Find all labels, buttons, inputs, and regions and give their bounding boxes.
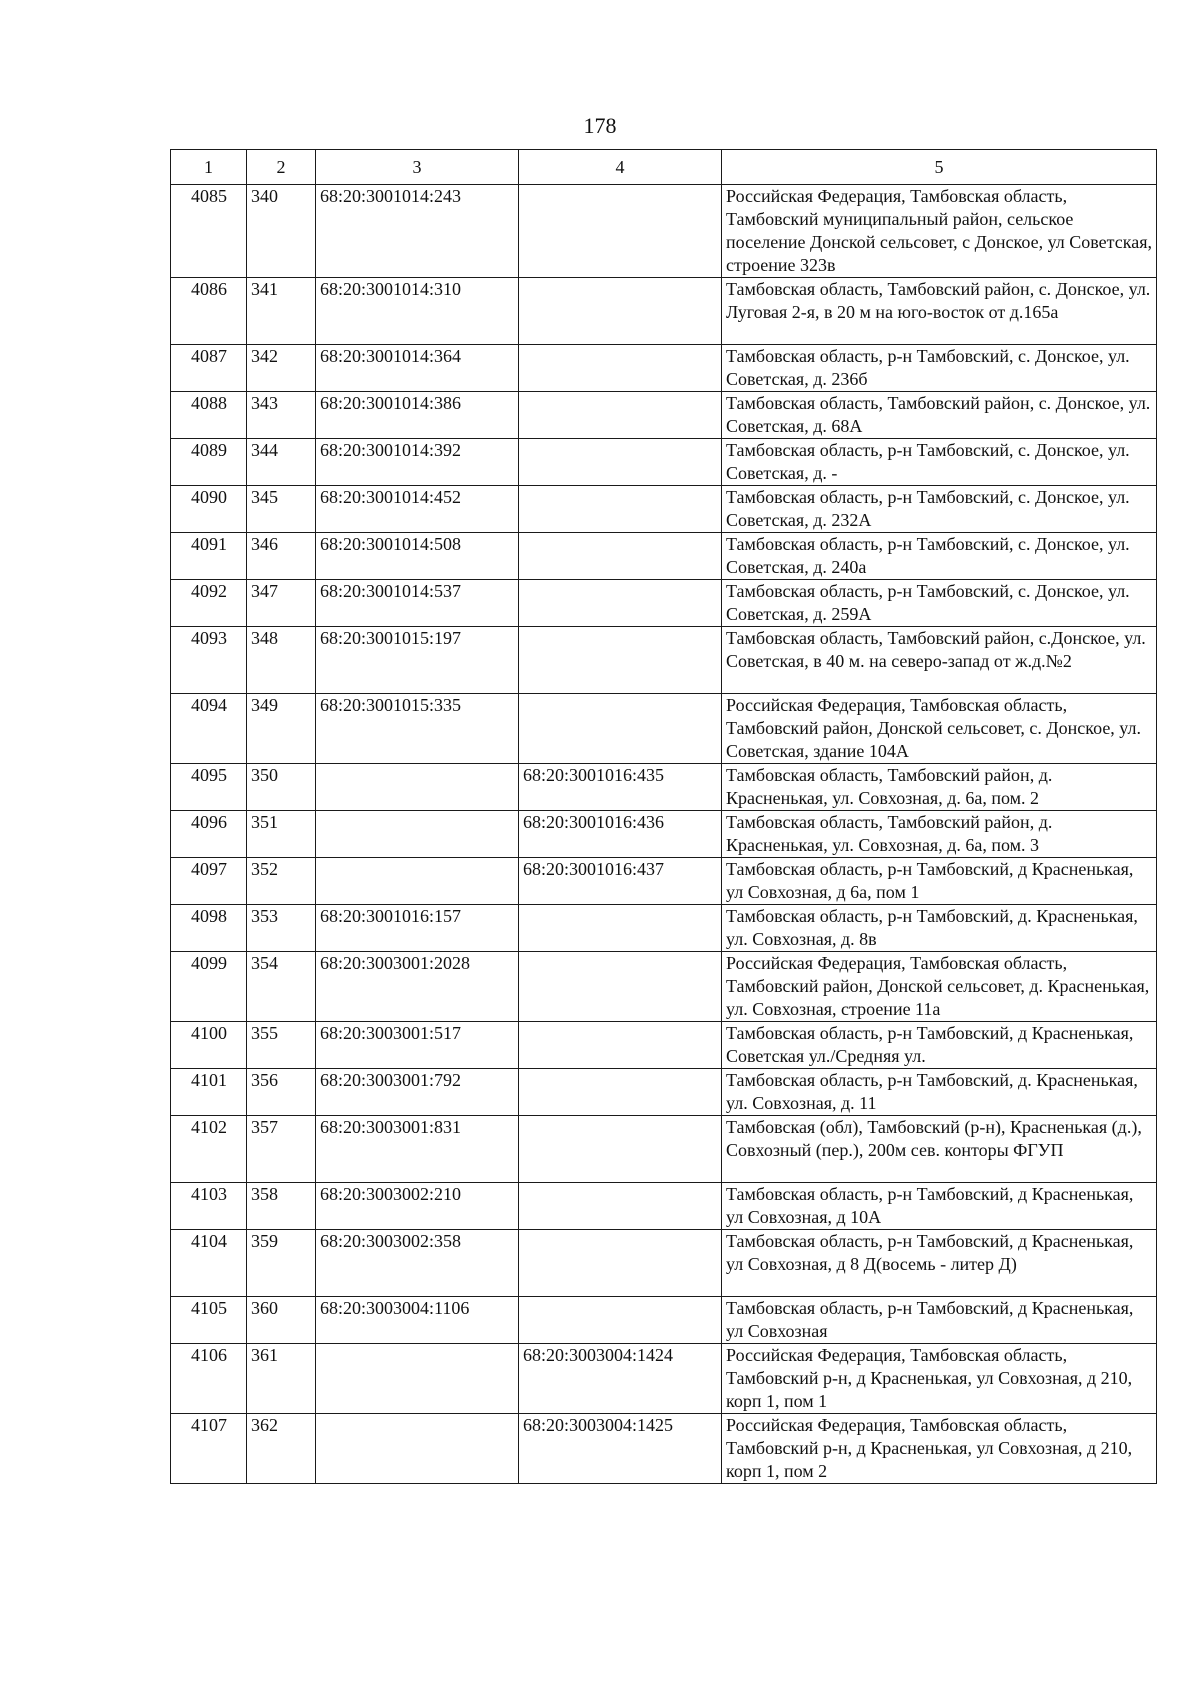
- row-subnumber-cell: 358: [247, 1183, 316, 1230]
- row-number-cell: 4091: [171, 533, 247, 580]
- row-number-cell: 4095: [171, 764, 247, 811]
- column-header-4: 4: [519, 150, 722, 185]
- address-cell: Тамбовская область, Тамбовский район, с.Донское, ул. Советская, в 40 м. на северо-запад от ж.д.№2: [722, 627, 1157, 694]
- cadastral-number-col3-cell: 68:20:3003001:2028: [316, 952, 519, 1022]
- cadastral-number-col3-cell: [316, 811, 519, 858]
- row-subnumber-cell: 346: [247, 533, 316, 580]
- address-cell: Тамбовская область, р-н Тамбовский, д. Красненькая, ул. Совхозная, д. 11: [722, 1069, 1157, 1116]
- cadastral-number-col4-cell: [519, 694, 722, 764]
- column-header-1: 1: [171, 150, 247, 185]
- address-cell: Тамбовская область, Тамбовский район, д. Красненькая, ул. Совхозная, д. 6а, пом. 3: [722, 811, 1157, 858]
- address-cell: Тамбовская область, р-н Тамбовский, д Красненькая, ул Совхозная: [722, 1297, 1157, 1344]
- row-subnumber-cell: 357: [247, 1116, 316, 1183]
- cadastral-number-col3-cell: 68:20:3003001:517: [316, 1022, 519, 1069]
- row-number-cell: 4106: [171, 1344, 247, 1414]
- cadastral-number-col3-cell: 68:20:3003001:831: [316, 1116, 519, 1183]
- table-row: [171, 952, 1157, 1022]
- table-row: [171, 1116, 1157, 1183]
- cadastral-number-col4-cell: 68:20:3001016:436: [519, 811, 722, 858]
- row-subnumber-cell: 354: [247, 952, 316, 1022]
- cadastral-number-col3-cell: 68:20:3001015:335: [316, 694, 519, 764]
- row-subnumber-cell: 349: [247, 694, 316, 764]
- column-header-5: 5: [722, 150, 1157, 185]
- address-cell: Тамбовская область, р-н Тамбовский, д Красненькая, ул Совхозная, д 6а, пом 1: [722, 858, 1157, 905]
- cadastral-number-col3-cell: 68:20:3001014:452: [316, 486, 519, 533]
- cadastral-number-col4-cell: [519, 580, 722, 627]
- cadastral-number-col4-cell: 68:20:3001016:437: [519, 858, 722, 905]
- address-cell: Тамбовская область, р-н Тамбовский, д Красненькая, ул Совхозная, д 8 Д(восемь - литер Д): [722, 1230, 1157, 1297]
- address-cell: Тамбовская область, р-н Тамбовский, д Красненькая, Советская ул./Средняя ул.: [722, 1022, 1157, 1069]
- table-row: [171, 905, 1157, 952]
- address-cell: Российская Федерация, Тамбовская область, Тамбовский муниципальный район, сельское поселение Донской сельсовет, с Донское, ул Советская, строение 323в: [722, 185, 1157, 278]
- cadastral-number-col3-cell: 68:20:3003002:210: [316, 1183, 519, 1230]
- address-cell: Тамбовская область, Тамбовский район, с. Донское, ул. Советская, д. 68А: [722, 392, 1157, 439]
- cadastral-number-col3-cell: [316, 1414, 519, 1484]
- cadastral-number-col4-cell: [519, 185, 722, 278]
- row-number-cell: 4090: [171, 486, 247, 533]
- row-subnumber-cell: 341: [247, 278, 316, 345]
- cadastral-number-col3-cell: 68:20:3003004:1106: [316, 1297, 519, 1344]
- column-header-2: 2: [247, 150, 316, 185]
- cadastral-number-col3-cell: 68:20:3001014:508: [316, 533, 519, 580]
- cadastral-number-col4-cell: [519, 1297, 722, 1344]
- cadastral-number-col3-cell: [316, 1344, 519, 1414]
- cadastral-number-col4-cell: [519, 392, 722, 439]
- row-number-cell: 4102: [171, 1116, 247, 1183]
- table-row: [171, 278, 1157, 345]
- cadastral-number-col4-cell: [519, 345, 722, 392]
- table-row: [171, 1414, 1157, 1484]
- row-subnumber-cell: 340: [247, 185, 316, 278]
- row-number-cell: 4097: [171, 858, 247, 905]
- table-body: [171, 185, 1157, 1484]
- cadastral-number-col3-cell: 68:20:3003001:792: [316, 1069, 519, 1116]
- row-subnumber-cell: 350: [247, 764, 316, 811]
- cadastral-number-col4-cell: 68:20:3003004:1424: [519, 1344, 722, 1414]
- cadastral-number-col3-cell: 68:20:3001015:197: [316, 627, 519, 694]
- registry-table: [170, 149, 1157, 1484]
- address-cell: Тамбовская область, Тамбовский район, д. Красненькая, ул. Совхозная, д. 6а, пом. 2: [722, 764, 1157, 811]
- cadastral-number-col3-cell: 68:20:3001014:386: [316, 392, 519, 439]
- row-subnumber-cell: 362: [247, 1414, 316, 1484]
- cadastral-number-col3-cell: 68:20:3001014:310: [316, 278, 519, 345]
- address-cell: Российская Федерация, Тамбовская область, Тамбовский район, Донской сельсовет, д. Красненькая, ул. Совхозная, строение 11а: [722, 952, 1157, 1022]
- cadastral-number-col3-cell: 68:20:3001014:364: [316, 345, 519, 392]
- row-number-cell: 4089: [171, 439, 247, 486]
- row-number-cell: 4103: [171, 1183, 247, 1230]
- row-subnumber-cell: 361: [247, 1344, 316, 1414]
- address-cell: Российская Федерация, Тамбовская область, Тамбовский р-н, д Красненькая, ул Совхозная, д 210, корп 1, пом 1: [722, 1344, 1157, 1414]
- table-row: [171, 627, 1157, 694]
- address-cell: Тамбовская область, р-н Тамбовский, д Красненькая, ул Совхозная, д 10А: [722, 1183, 1157, 1230]
- cadastral-number-col3-cell: 68:20:3001016:157: [316, 905, 519, 952]
- table-row: [171, 858, 1157, 905]
- address-cell: Тамбовская область, Тамбовский район, с. Донское, ул. Луговая 2-я, в 20 м на юго-восток от д.165а: [722, 278, 1157, 345]
- cadastral-number-col4-cell: [519, 952, 722, 1022]
- row-subnumber-cell: 351: [247, 811, 316, 858]
- row-subnumber-cell: 356: [247, 1069, 316, 1116]
- row-subnumber-cell: 359: [247, 1230, 316, 1297]
- cadastral-number-col4-cell: [519, 439, 722, 486]
- table-row: [171, 694, 1157, 764]
- table-row: [171, 1069, 1157, 1116]
- row-number-cell: 4100: [171, 1022, 247, 1069]
- row-subnumber-cell: 360: [247, 1297, 316, 1344]
- row-number-cell: 4087: [171, 345, 247, 392]
- row-number-cell: 4101: [171, 1069, 247, 1116]
- row-subnumber-cell: 343: [247, 392, 316, 439]
- column-header-3: 3: [316, 150, 519, 185]
- cadastral-number-col4-cell: 68:20:3003004:1425: [519, 1414, 722, 1484]
- table-row: [171, 1183, 1157, 1230]
- row-subnumber-cell: 348: [247, 627, 316, 694]
- cadastral-number-col3-cell: 68:20:3001014:392: [316, 439, 519, 486]
- row-number-cell: 4092: [171, 580, 247, 627]
- row-subnumber-cell: 353: [247, 905, 316, 952]
- row-number-cell: 4104: [171, 1230, 247, 1297]
- table-row: [171, 1297, 1157, 1344]
- row-number-cell: 4086: [171, 278, 247, 345]
- row-number-cell: 4088: [171, 392, 247, 439]
- address-cell: Тамбовская (обл), Тамбовский (р-н), Красненькая (д.), Совхозный (пер.), 200м сев. конторы ФГУП: [722, 1116, 1157, 1183]
- table-row: [171, 533, 1157, 580]
- row-subnumber-cell: 342: [247, 345, 316, 392]
- cadastral-number-col4-cell: [519, 1183, 722, 1230]
- row-number-cell: 4099: [171, 952, 247, 1022]
- page-number: 178: [583, 113, 617, 138]
- cadastral-number-col4-cell: [519, 1230, 722, 1297]
- cadastral-number-col4-cell: [519, 486, 722, 533]
- table-row: [171, 185, 1157, 278]
- cadastral-number-col3-cell: [316, 858, 519, 905]
- cadastral-number-col3-cell: 68:20:3003002:358: [316, 1230, 519, 1297]
- cadastral-number-col4-cell: [519, 1022, 722, 1069]
- cadastral-number-col3-cell: [316, 764, 519, 811]
- cadastral-number-col4-cell: [519, 278, 722, 345]
- table-row: [171, 1344, 1157, 1414]
- address-cell: Тамбовская область, р-н Тамбовский, с. Донское, ул. Советская, д. 240а: [722, 533, 1157, 580]
- address-cell: Тамбовская область, р-н Тамбовский, д. Красненькая, ул. Совхозная, д. 8в: [722, 905, 1157, 952]
- table-row: [171, 1230, 1157, 1297]
- row-subnumber-cell: 352: [247, 858, 316, 905]
- table-row: [171, 811, 1157, 858]
- row-number-cell: 4098: [171, 905, 247, 952]
- table-row: [171, 764, 1157, 811]
- address-cell: Тамбовская область, р-н Тамбовский, с. Донское, ул. Советская, д. 259А: [722, 580, 1157, 627]
- header-row: [171, 150, 1157, 185]
- cadastral-number-col4-cell: 68:20:3001016:435: [519, 764, 722, 811]
- cadastral-number-col4-cell: [519, 905, 722, 952]
- cadastral-number-col3-cell: 68:20:3001014:243: [316, 185, 519, 278]
- table-header: [171, 150, 1157, 185]
- row-number-cell: 4105: [171, 1297, 247, 1344]
- address-cell: Российская Федерация, Тамбовская область, Тамбовский район, Донской сельсовет, с. Донское, ул. Советская, здание 104А: [722, 694, 1157, 764]
- address-cell: Российская Федерация, Тамбовская область, Тамбовский р-н, д Красненькая, ул Совхозная, д 210, корп 1, пом 2: [722, 1414, 1157, 1484]
- row-subnumber-cell: 344: [247, 439, 316, 486]
- address-cell: Тамбовская область, р-н Тамбовский, с. Донское, ул. Советская, д. -: [722, 439, 1157, 486]
- table-row: [171, 345, 1157, 392]
- row-subnumber-cell: 347: [247, 580, 316, 627]
- row-number-cell: 4096: [171, 811, 247, 858]
- row-number-cell: 4107: [171, 1414, 247, 1484]
- row-subnumber-cell: 355: [247, 1022, 316, 1069]
- row-number-cell: 4085: [171, 185, 247, 278]
- cadastral-number-col4-cell: [519, 1116, 722, 1183]
- cadastral-number-col4-cell: [519, 1069, 722, 1116]
- address-cell: Тамбовская область, р-н Тамбовский, с. Донское, ул. Советская, д. 232А: [722, 486, 1157, 533]
- table-row: [171, 392, 1157, 439]
- row-number-cell: 4094: [171, 694, 247, 764]
- table-row: [171, 486, 1157, 533]
- cadastral-number-col4-cell: [519, 627, 722, 694]
- cadastral-number-col4-cell: [519, 533, 722, 580]
- table-row: [171, 1022, 1157, 1069]
- cadastral-number-col3-cell: 68:20:3001014:537: [316, 580, 519, 627]
- table-row: [171, 439, 1157, 486]
- address-cell: Тамбовская область, р-н Тамбовский, с. Донское, ул. Советская, д. 236б: [722, 345, 1157, 392]
- table-row: [171, 580, 1157, 627]
- row-number-cell: 4093: [171, 627, 247, 694]
- row-subnumber-cell: 345: [247, 486, 316, 533]
